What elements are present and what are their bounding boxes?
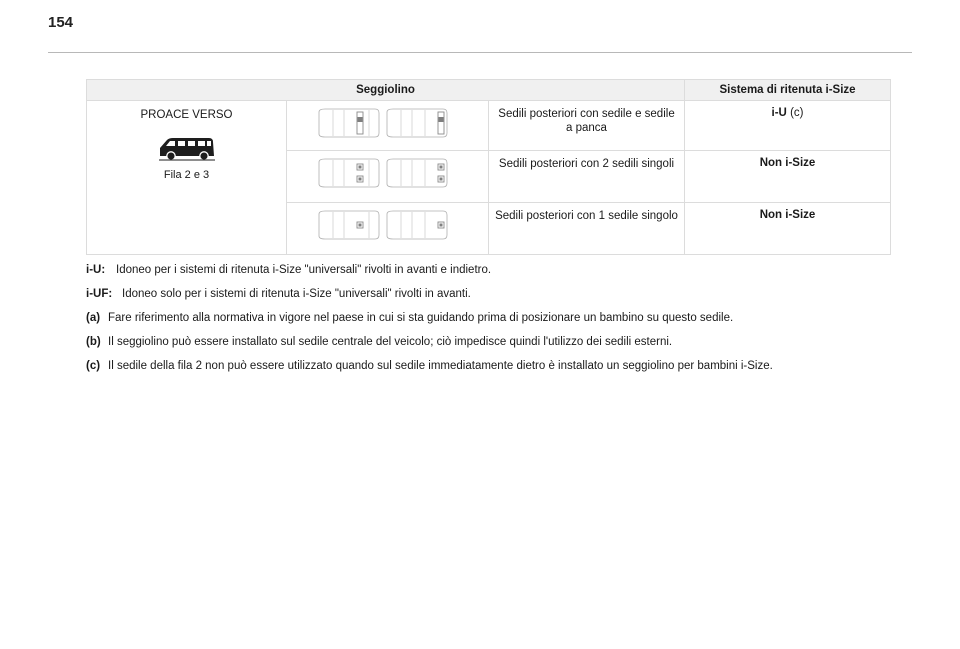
footnote-text: Idoneo solo per i sistemi di ritenuta i-Size "universali" rivolti in avanti. — [122, 288, 471, 300]
footnote-text: Idoneo per i sistemi di ritenuta i-Size "universali" rivolti in avanti e indietro. — [116, 264, 492, 276]
table-row — [87, 101, 891, 151]
car-topview-row2-icon — [317, 107, 381, 139]
footnote — [86, 287, 906, 301]
car-topview-row3-icon — [385, 157, 449, 189]
seat-description: Sedili posteriori con 2 sedili singoli — [489, 151, 685, 203]
header-seat: Seggiolino — [87, 80, 685, 101]
seat-description: Sedili posteriori con 1 sedile singolo — [489, 203, 685, 255]
header-isize-system: Sistema di ritenuta i-Size — [685, 80, 891, 101]
footnote — [86, 335, 906, 349]
footnote-text: Il sedile della fila 2 non può essere utilizzato quando sul sedile immediatamente dietro è installato un seggiolino per bambini i-Size. — [108, 360, 773, 372]
isize-category: i-U — [771, 107, 787, 119]
footnote-key: i-UF: — [86, 288, 113, 300]
isize-category-cell — [685, 203, 891, 255]
footnote — [86, 311, 906, 325]
footnote — [86, 263, 906, 277]
footnote-key: (b) — [86, 336, 101, 348]
isize-note-ref: (c) — [786, 107, 804, 119]
header-rule — [48, 52, 912, 53]
vehicle-name: PROACE VERSO — [140, 109, 233, 121]
footnote-key: (a) — [86, 312, 101, 324]
seat-description: Sedili posteriori con sedile e sedile a panca — [489, 101, 685, 151]
footnotes — [86, 263, 906, 383]
row-label: Fila 2 e 3 — [163, 169, 210, 181]
car-topview-row2-icon — [317, 157, 381, 189]
footnote-text: Fare riferimento alla normativa in vigore nel paese in cui si sta guidando prima di posizionare un bambino su questo sedile. — [108, 312, 734, 324]
seat-layout-bench-diagram — [287, 101, 489, 151]
car-topview-row3-icon — [385, 107, 449, 139]
table-header-row — [87, 80, 891, 101]
seat-layout-one-single-diagram — [287, 203, 489, 255]
footnote-key: (c) — [86, 360, 101, 372]
footnote — [86, 359, 906, 373]
page-number: 154 — [48, 14, 74, 31]
car-topview-row2-icon — [317, 209, 381, 241]
isize-category-cell — [685, 151, 891, 203]
footnote-text: Il seggiolino può essere installato sul sedile centrale del veicolo; ciò impedisce quindi l'utilizzo dei sedili esterni. — [108, 336, 673, 348]
van-icon — [157, 135, 217, 161]
isize-category: Non i-Size — [759, 157, 816, 169]
isize-category-cell — [685, 101, 891, 151]
footnote-key: i-U: — [86, 264, 106, 276]
seat-layout-two-singles-diagram — [287, 151, 489, 203]
vehicle-cell — [87, 101, 287, 255]
seat-compatibility-table — [86, 79, 891, 255]
isize-category: Non i-Size — [759, 209, 816, 221]
car-topview-row3-icon — [385, 209, 449, 241]
